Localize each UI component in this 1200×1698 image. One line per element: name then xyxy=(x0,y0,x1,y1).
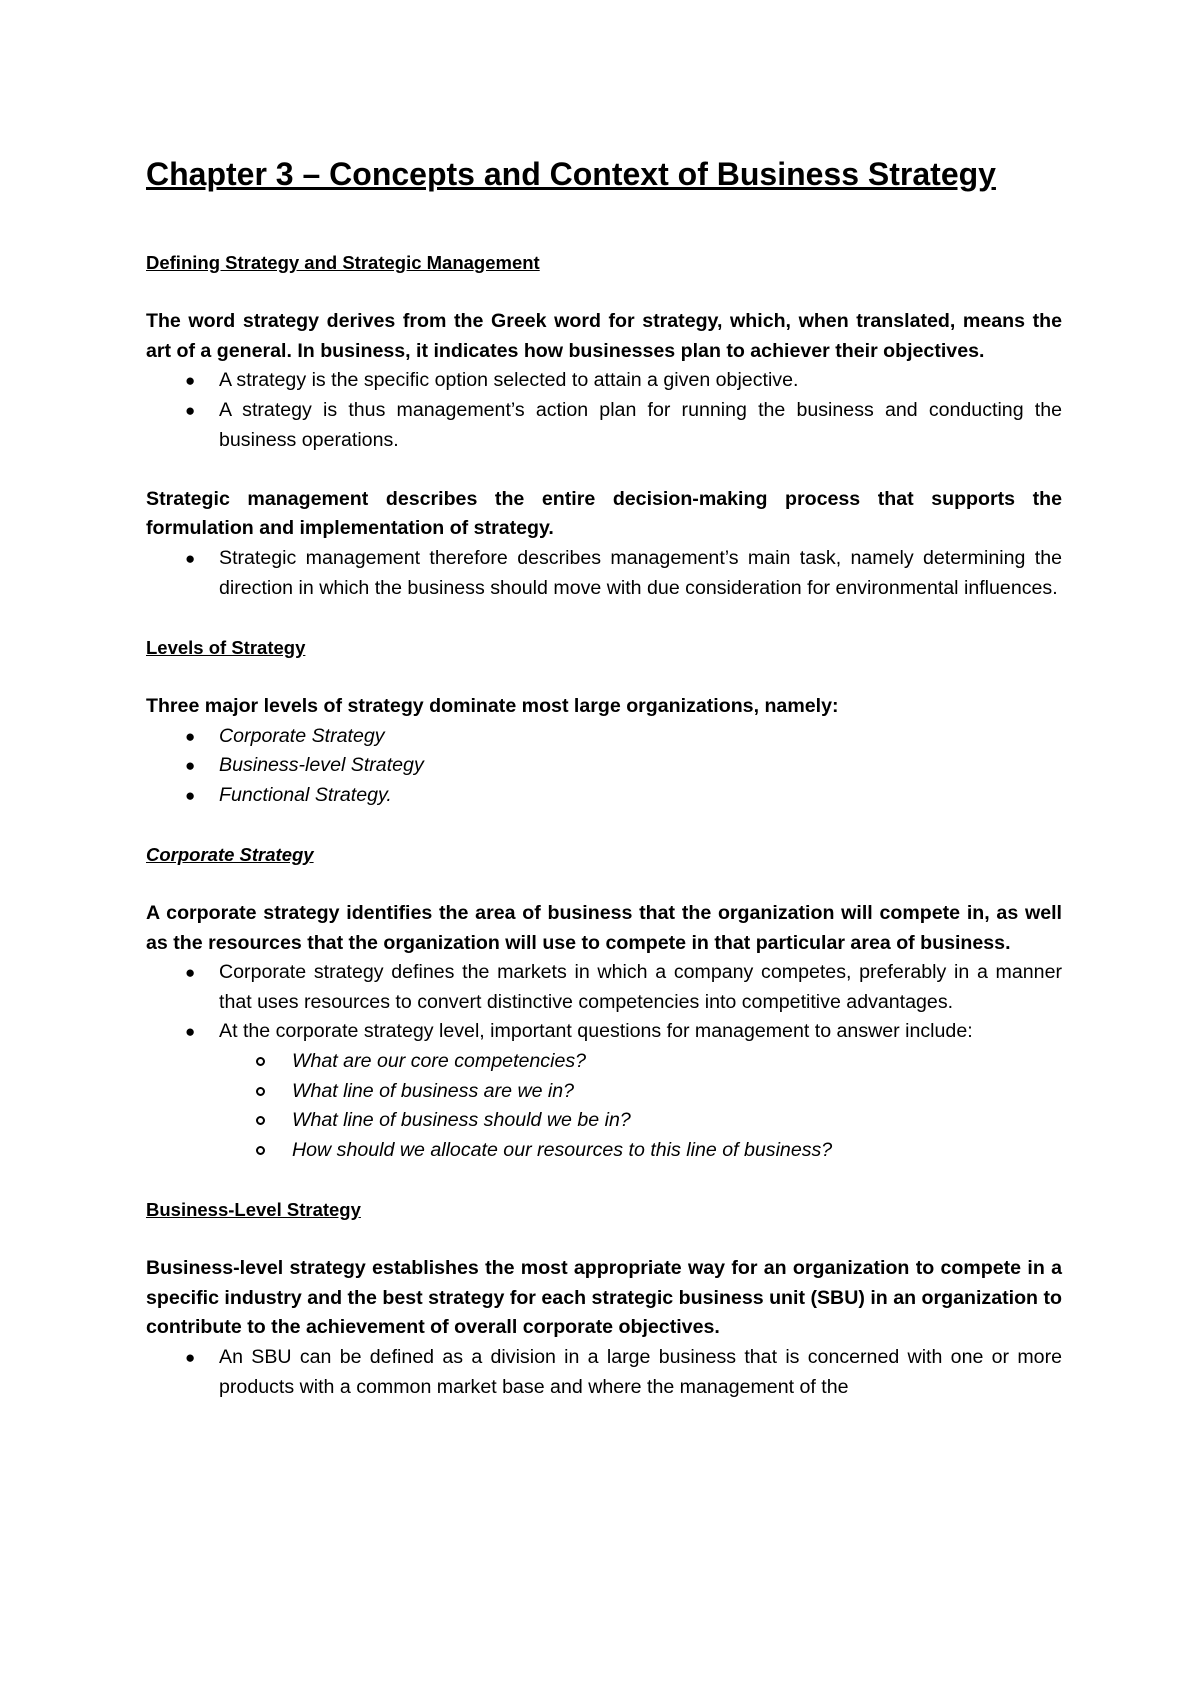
bullet-list-levels xyxy=(146,722,1062,811)
list-item: ● A strategy is the specific option selected to attain a given objective. xyxy=(219,366,1062,396)
circle-bullet-icon xyxy=(256,1087,265,1096)
sub-list-questions xyxy=(219,1047,1062,1165)
list-item: What are our core competencies? xyxy=(292,1047,1062,1077)
bullet-icon: ● xyxy=(185,371,196,391)
circle-bullet-icon xyxy=(256,1116,265,1125)
chapter-title: Chapter 3 – Concepts and Context of Business Strategy xyxy=(146,156,996,192)
list-item: ● Business-level Strategy xyxy=(219,751,1062,781)
bullet-icon: ● xyxy=(185,963,196,983)
list-item: How should we allocate our resources to this line of business? xyxy=(292,1136,1062,1166)
bullet-list-corporate xyxy=(146,958,1062,1165)
list-item: ● A strategy is thus management’s action plan for running the business and conducting the business operations. xyxy=(219,396,1062,455)
bullet-icon: ● xyxy=(185,785,196,805)
section-heading-levels: Levels of Strategy xyxy=(146,636,306,658)
document-body xyxy=(146,248,1062,1402)
bullet-list-strategic-management xyxy=(146,544,1062,603)
bullet-list-strategy xyxy=(146,366,1062,455)
paragraph-levels-intro: Three major levels of strategy dominate most large organizations, namely: xyxy=(146,694,839,717)
document-page xyxy=(146,0,1062,1698)
paragraph-strategic-management: Strategic management describes the entire decision-making process that supports the formulation and implementation of strategy. xyxy=(146,487,1062,540)
circle-bullet-icon xyxy=(256,1146,265,1155)
paragraph-business-level: Business-level strategy establishes the most appropriate way for an organization to compete in a specific industry and the best strategy for each strategic business unit (SBU) in an organization to contribute to the achievement of overall corporate objectives. xyxy=(146,1257,1062,1339)
list-item: ● At the corporate strategy level, important questions for management to answer include: What are our core competencies? What line of business are we in? What line of business should we be in? How should we allocate our resources to this line of business? xyxy=(219,1017,1062,1165)
list-item: ● An SBU can be defined as a division in a large business that is concerned with one or more products with a common market base and where the management of the xyxy=(219,1343,1062,1402)
paragraph-strategy-definition: The word strategy derives from the Greek word for strategy, which, when translated, means the art of a general. In business, it indicates how businesses plan to achiever their objectives. xyxy=(146,310,1062,362)
list-item: What line of business are we in? xyxy=(292,1077,1062,1107)
bullet-icon: ● xyxy=(185,548,196,568)
list-item: ● Functional Strategy. xyxy=(219,781,1062,811)
list-item: ● Strategic management therefore describes management’s main task, namely determining the direction in which the business should move with due consideration for environmental influences. xyxy=(219,544,1062,603)
bullet-icon: ● xyxy=(185,400,196,420)
bullet-icon: ● xyxy=(185,1347,196,1367)
bullet-icon: ● xyxy=(185,726,196,746)
section-heading-corporate: Corporate Strategy xyxy=(146,843,314,865)
bullet-list-business-level xyxy=(146,1343,1062,1402)
bullet-icon: ● xyxy=(185,1022,196,1042)
list-item: ● Corporate strategy defines the markets in which a company competes, preferably in a manner that uses resources to convert distinctive competencies into competitive advantages. xyxy=(219,958,1062,1017)
paragraph-corporate-strategy: A corporate strategy identifies the area of business that the organization will compete in, as well as the resources that the organization will use to compete in that particular area of business. xyxy=(146,902,1062,954)
list-item: What line of business should we be in? xyxy=(292,1106,1062,1136)
section-heading-business-level: Business-Level Strategy xyxy=(146,1199,361,1220)
list-item: ● Corporate Strategy xyxy=(219,722,1062,752)
bullet-icon: ● xyxy=(185,756,196,776)
circle-bullet-icon xyxy=(256,1057,265,1066)
section-heading-defining: Defining Strategy and Strategic Management xyxy=(146,252,540,273)
